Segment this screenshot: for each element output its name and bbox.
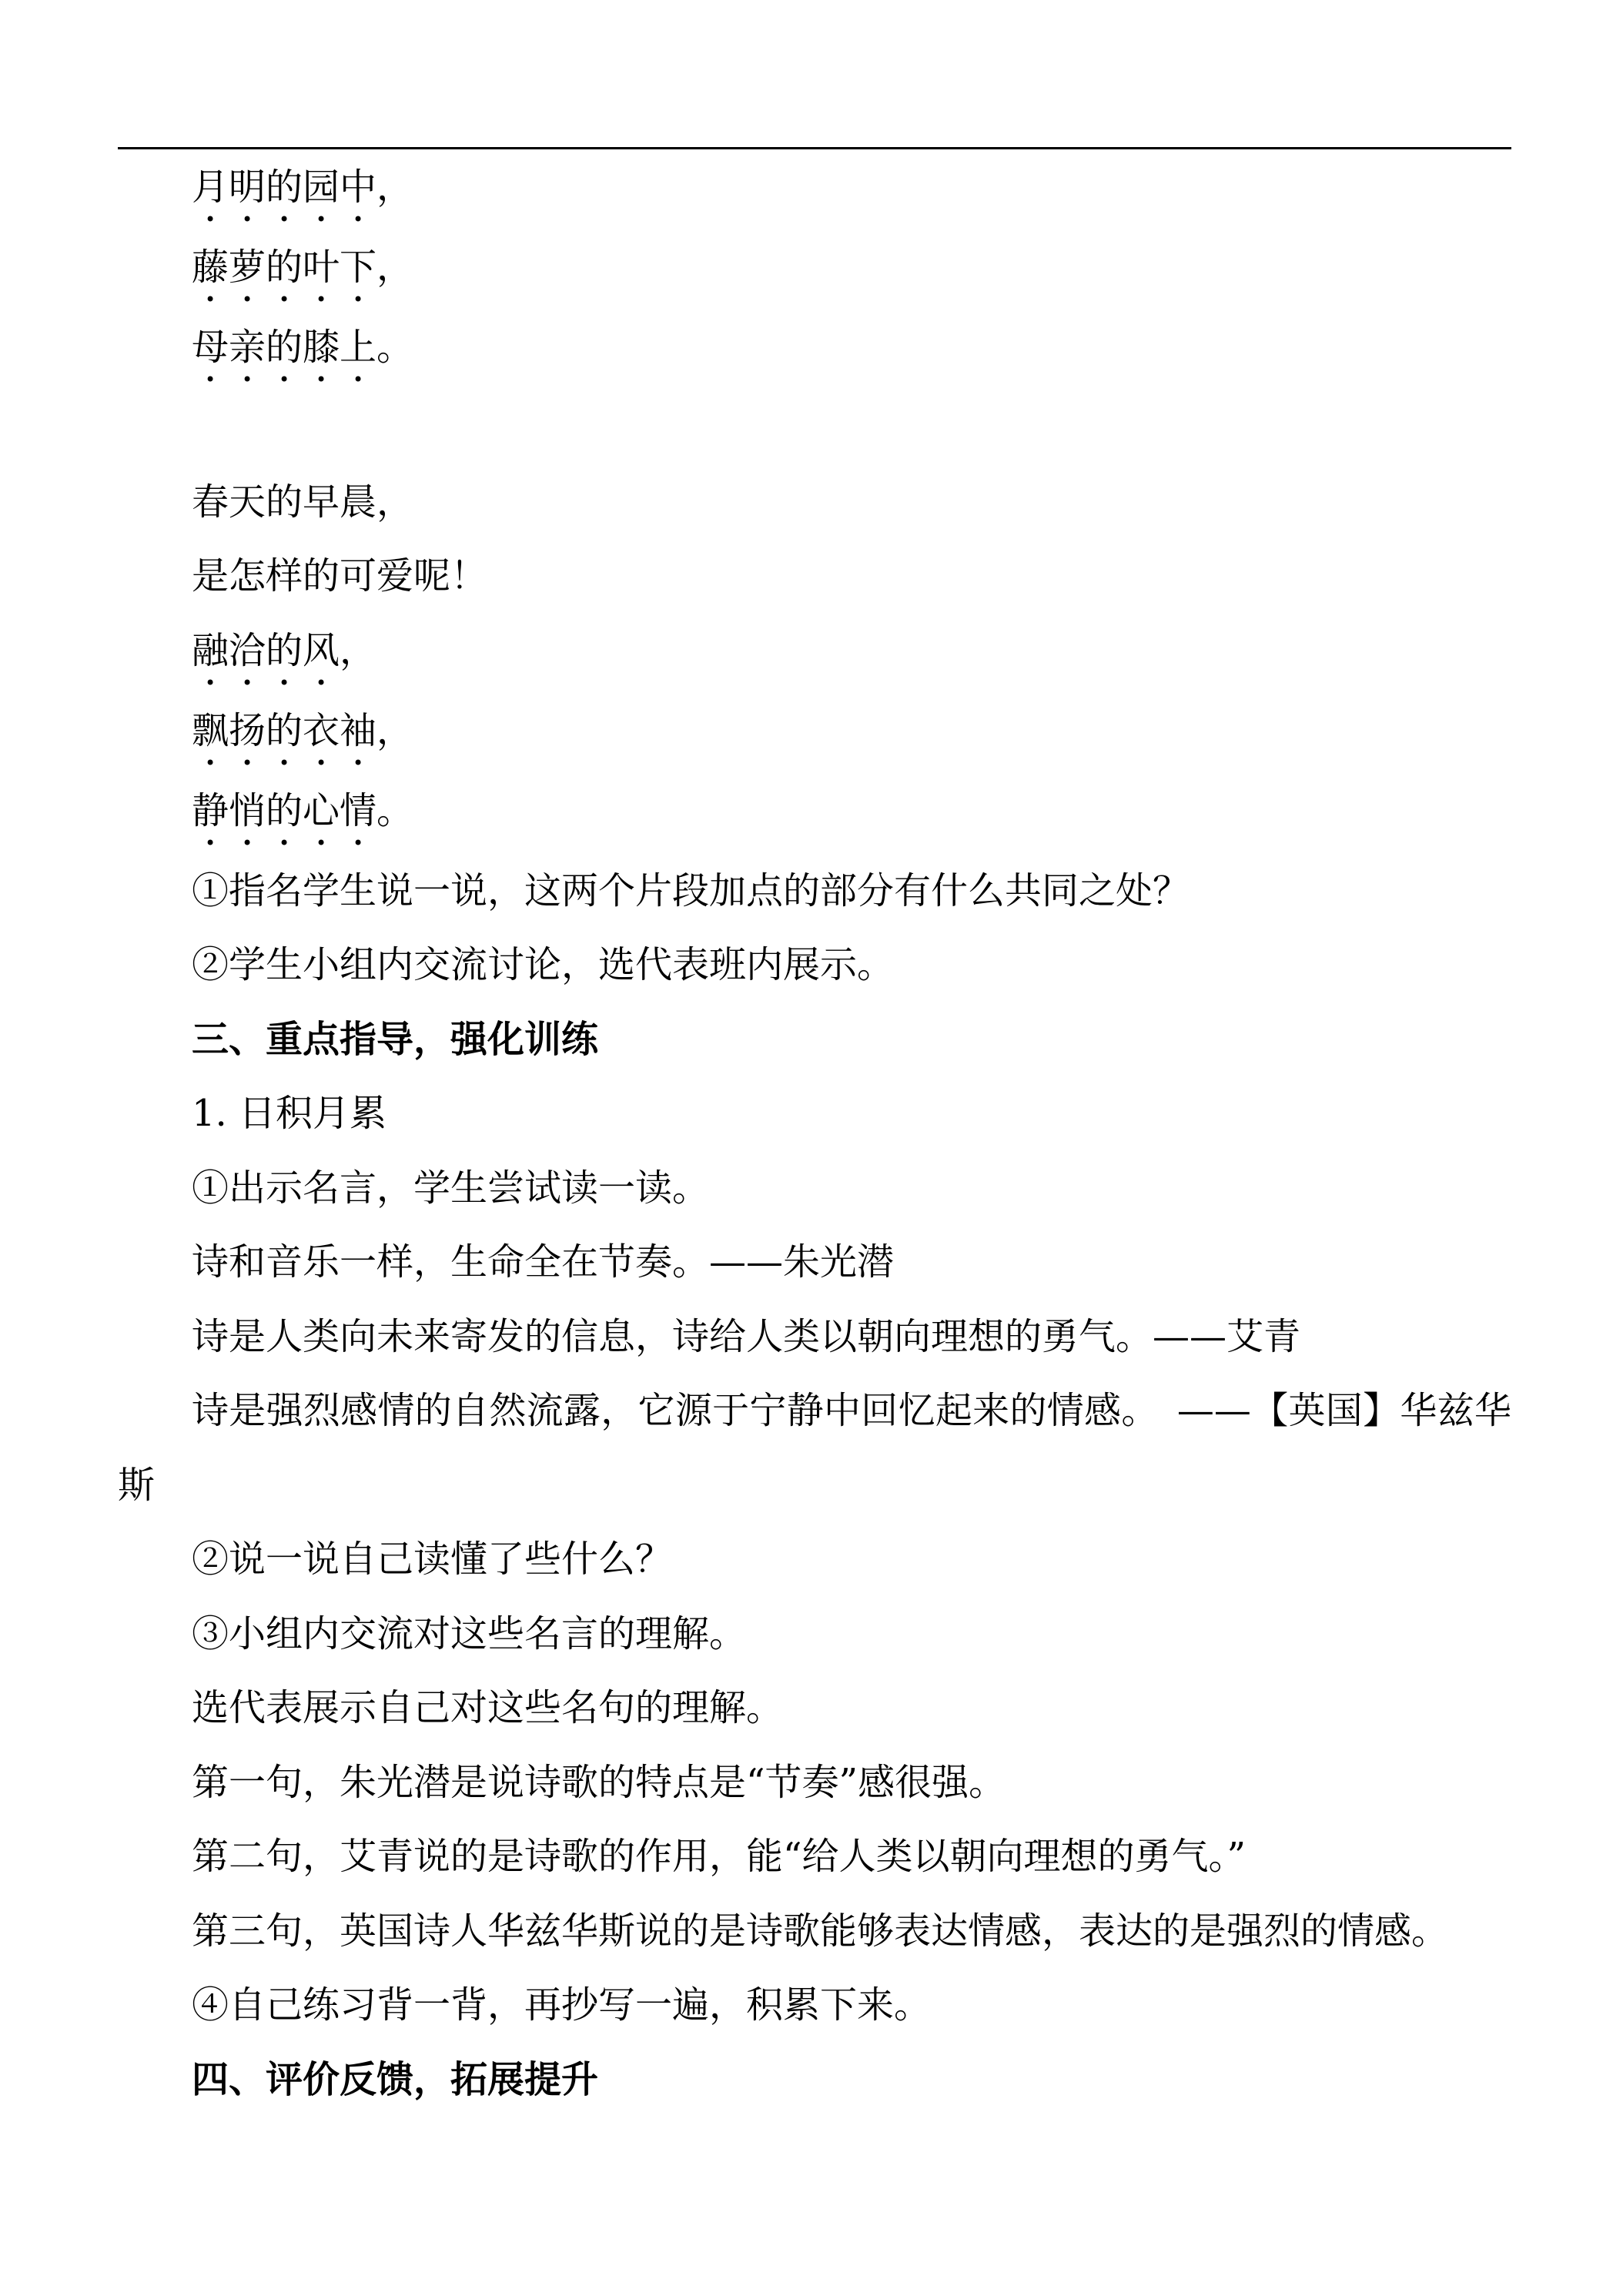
poem-line: 月明的园中，	[192, 166, 414, 209]
quote-line: 诗是人类向未来寄发的信息，诗给人类以朝向理想的勇气。——艾青	[192, 1314, 1301, 1358]
explanation-line: 第一句，朱光潜是说诗歌的特点是“节奏”感很强。	[192, 1760, 1006, 1804]
poem-line: 是怎样的可爱呢！	[192, 554, 488, 597]
poem-line: 母亲的膝上。	[192, 326, 414, 369]
section-heading-3: 三、重点指导，强化训练	[192, 1017, 599, 1061]
instruction-step-1: ①指名学生说一说，这两个片段加点的部分有什么共同之处？	[192, 869, 1190, 912]
explanation-line: 第二句，艾青说的是诗歌的作用，能“给人类以朝向理想的勇气。”	[192, 1835, 1247, 1878]
poem-line: 融洽的风，	[192, 628, 377, 672]
subsection-heading: 1. 日积月累	[192, 1092, 387, 1135]
emphasis-text: 月明的园中	[192, 166, 377, 209]
document-body	[118, 150, 1511, 2117]
poem-line: 静悄的心情。	[192, 788, 414, 832]
representative-line: 选代表展示自己对这些名句的理解。	[192, 1686, 784, 1729]
emphasis-text: 静悄的心情	[192, 788, 377, 832]
explanation-line: 第三句，英国诗人华兹华斯说的是诗歌能够表达情感，表达的是强烈的情感。	[192, 1909, 1449, 1953]
poem-line: 飘扬的衣袖，	[192, 708, 414, 752]
header-rule	[118, 147, 1511, 149]
quote-line: 诗是强烈感情的自然流露，它源于宁静中回忆起来的情感。 ——【英国】华兹华斯	[118, 1389, 1511, 1507]
emphasis-text: 母亲的膝上	[192, 326, 377, 369]
emphasis-text: 飘扬的衣袖	[192, 708, 377, 752]
quote-step-3: ③小组内交流对这些名言的理解。	[192, 1612, 747, 1655]
instruction-step-2: ②学生小组内交流讨论，选代表班内展示。	[192, 943, 895, 986]
quote-step-2: ②说一说自己读懂了些什么？	[192, 1538, 673, 1581]
stanza-gap	[118, 390, 1511, 465]
emphasis-text: 藤萝的叶下	[192, 246, 377, 289]
quote-step-4: ④自己练习背一背，再抄写一遍，积累下来。	[192, 1983, 932, 2027]
poem-line: 藤萝的叶下，	[192, 246, 414, 289]
section-heading-4: 四、评价反馈，拓展提升	[192, 2057, 599, 2101]
poem-line: 春天的早晨，	[192, 480, 414, 524]
quote-line: 诗和音乐一样，生命全在节奏。——朱光潜	[192, 1240, 895, 1284]
quote-step-1: ①出示名言，学生尝试读一读。	[192, 1166, 710, 1210]
emphasis-text: 融洽的风	[192, 628, 340, 672]
